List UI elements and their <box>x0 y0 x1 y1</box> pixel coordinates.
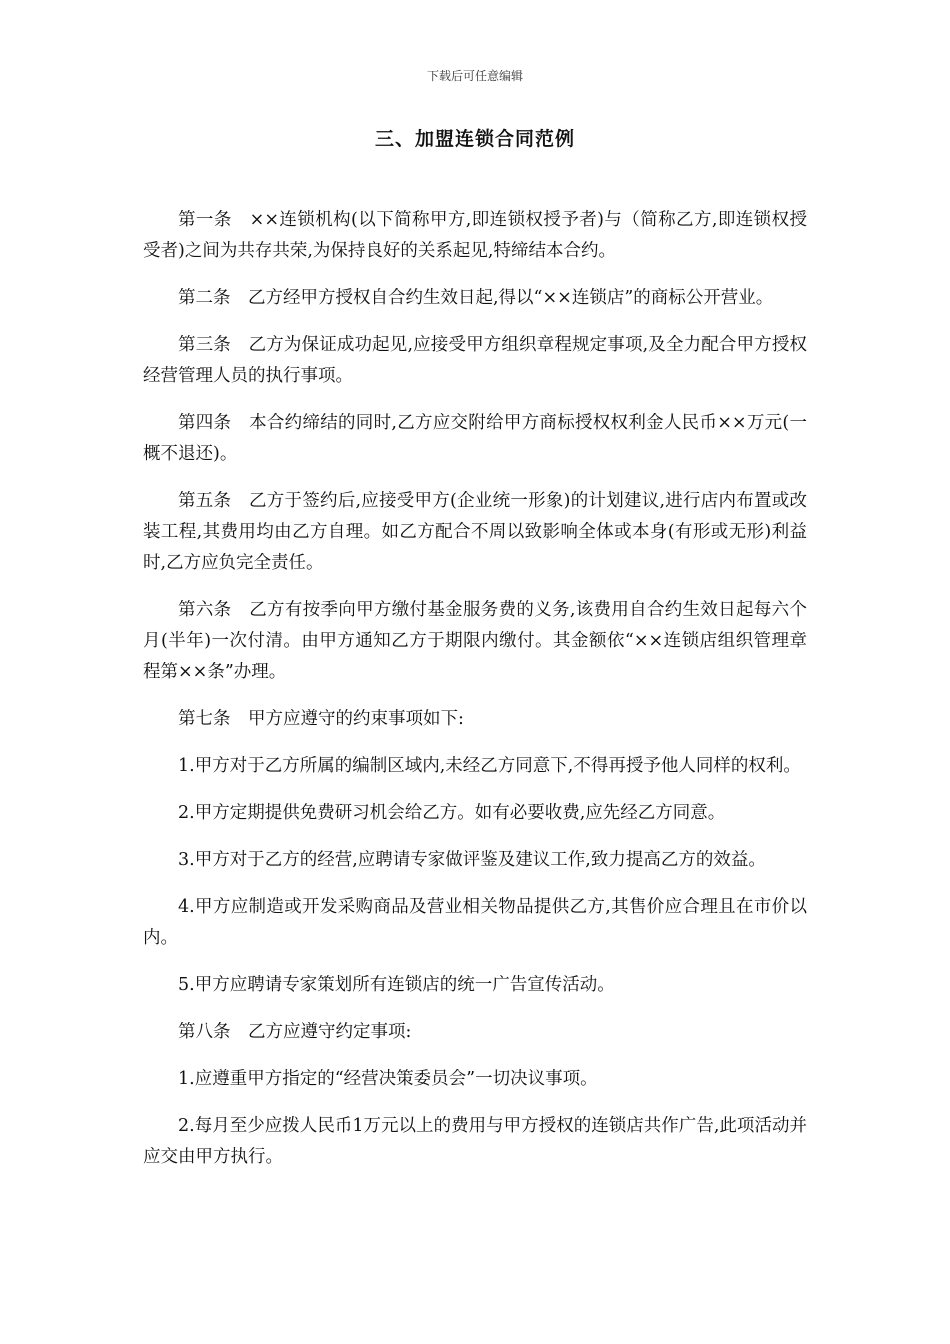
article-7-item-3: 3.甲方对于乙方的经营,应聘请专家做评鉴及建议工作,致力提高乙方的效益。 <box>178 850 766 870</box>
article-2-paragraph: 第二条 乙方经甲方授权自合约生效日起,得以“××连锁店”的商标公开营业。 <box>178 288 774 308</box>
article-5-paragraph: 第五条 乙方于签约后,应接受甲方(企业统一形象)的计划建议,进行店内布置或改装工程,其费用均由乙方自理。如乙方配合不周以致影响全体或本身(有形或无形)利益时,乙方应负完全责任。 <box>143 491 807 573</box>
article-8-item-2: 2.每月至少应拨人民币1万元以上的费用与甲方授权的连锁店共作广告,此项活动并应交由甲方执行。 <box>143 1116 807 1167</box>
article-7-item-4: 4.甲方应制造或开发采购商品及营业相关物品提供乙方,其售价应合理且在市价以内。 <box>143 897 807 948</box>
header-note: 下载后可任意编辑 <box>426 69 523 83</box>
article-4-paragraph: 第四条 本合约缔结的同时,乙方应交附给甲方商标授权权利金人民币××万元(一概不退还)。 <box>143 413 807 464</box>
article-7-item-2: 2.甲方定期提供免费研习机会给乙方。如有必要收费,应先经乙方同意。 <box>178 803 726 823</box>
article-8-item-1: 1.应遵重甲方指定的“经营决策委员会”一切决议事项。 <box>178 1069 598 1089</box>
article-3-paragraph: 第三条 乙方为保证成功起见,应接受甲方组织章程规定事项,及全力配合甲方授权经营管理人员的执行事项。 <box>143 335 807 386</box>
document-title: 三、加盟连锁合同范例 <box>374 128 575 150</box>
article-6-paragraph: 第六条 乙方有按季向甲方缴付基金服务费的义务,该费用自合约生效日起每六个月(半年)一次付清。由甲方通知乙方于期限内缴付。其金额依“××连锁店组织管理章程第××条”办理。 <box>143 600 807 682</box>
article-7-paragraph: 第七条 甲方应遵守的约束事项如下: <box>178 709 464 729</box>
article-7-item-5: 5.甲方应聘请专家策划所有连锁店的统一广告宣传活动。 <box>178 975 615 995</box>
contract-body <box>143 205 807 1189</box>
article-7-item-1: 1.甲方对于乙方所属的编制区域内,未经乙方同意下,不得再授予他人同样的权利。 <box>178 756 801 776</box>
article-1-paragraph: 第一条 ××连锁机构(以下简称甲方,即连锁权授予者)与（简称乙方,即连锁权授受者)之间为共存共荣,为保持良好的关系起见,特缔结本合约。 <box>143 210 807 261</box>
article-8-paragraph: 第八条 乙方应遵守约定事项: <box>178 1022 412 1042</box>
